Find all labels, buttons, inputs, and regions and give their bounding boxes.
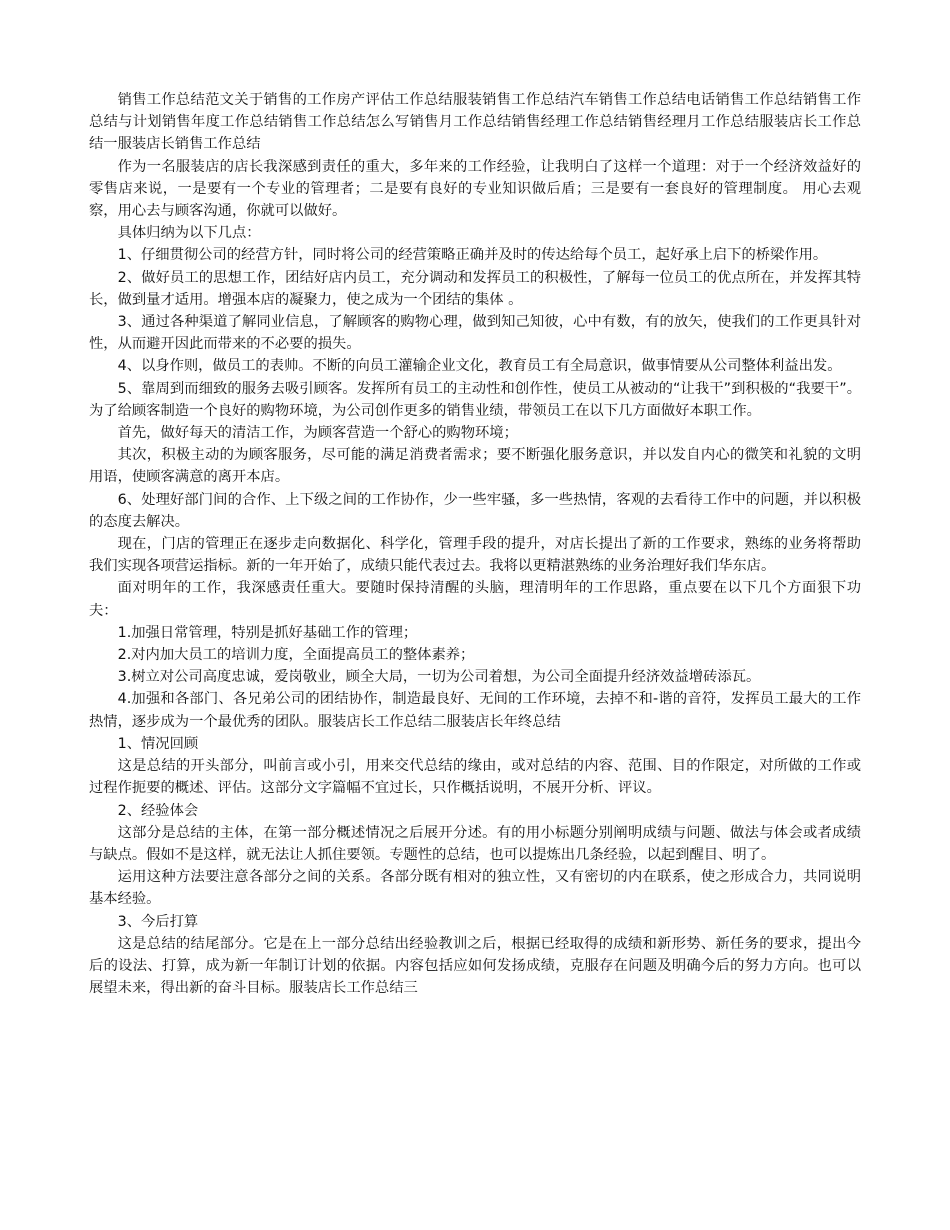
method-paragraph: 运用这种方法要注意各部分之间的关系。各部分既有相对的独立性，又有密切的内在联系，使之形成合力，共同说明基本经验。	[89, 869, 861, 908]
point-5: 5、靠周到而细致的服务去吸引顾客。发挥所有员工的主动性和创作性，使员工从被动的“让我干”到积极的“我要干”。为了给顾客制造一个良好的购物环境，为公司创作更多的销售业绩，带领员工在以下几方面做好本职工作。	[89, 380, 861, 419]
next-year-paragraph: 面对明年的工作，我深感责任重大。要随时保持清醒的头脑，理清明年的工作思路，重点要在以下几个方面狠下功夫：	[89, 580, 861, 619]
point-1: 1、仔细贯彻公司的经营方针，同时将公司的经营策略正确并及时的传达给每个员工，起好承上启下的桥梁作用。	[117, 247, 828, 264]
summary-lead: 具体归纳为以下几点：	[117, 225, 261, 242]
intro-paragraph: 作为一名服装店的店长我深感到责任的重大，多年来的工作经验，让我明白了这样一个道理：对于一个经济效益好的零售店来说，一是要有一个专业的管理者；二是要有良好的专业知识做后盾；三是要有一套良好的管理制度。 用心去观察，用心去与顾客沟通，你就可以做好。	[89, 158, 861, 220]
section-heading-plans: 3、今后打算	[117, 913, 199, 930]
experience-paragraph: 这部分是总结的主体，在第一部分概述情况之后展开分述。有的用小标题分别阐明成绩与问题、做法与体会或者成绩与缺点。假如不是这样，就无法让人抓住要领。专题性的总结，也可以提炼出几条经验，以起到醒目、明了。	[89, 824, 861, 863]
section-heading-experience: 2、经验体会	[117, 802, 199, 819]
point-6: 6、处理好部门间的合作、上下级之间的工作协作，少一些牢骚，多一些热情，客观的去看待工作中的问题，并以积极的态度去解决。	[89, 491, 861, 530]
point-3: 3、通过各种渠道了解同业信息，了解顾客的购物心理，做到知己知彼，心中有数，有的放矢，使我们的工作更具针对性，从而避开因此而带来的不必要的损失。	[89, 314, 861, 353]
point-5-first: 首先，做好每天的清洁工作，为顾客营造一个舒心的购物环境；	[117, 425, 518, 442]
plan-item-4: 4.加强和各部门、各兄弟公司的团结协作，制造最良好、无间的工作环境，去掉不和-谐的音符，发挥员工最大的工作热情，逐步成为一个最优秀的团队。服装店长工作总结二服装店长年终总结	[89, 691, 861, 730]
plans-paragraph: 这是总结的结尾部分。它是在上一部分总结出经验教训之后，根据已经取得的成绩和新形势、新任务的要求，提出今后的设法、打算，成为新一年制订计划的依据。内容包括应如何发扬成绩，克服存在问题及明确今后的努力方向。也可以展望未来，得出新的奋斗目标。服装店长工作总结三	[89, 935, 861, 997]
point-5-second: 其次，积极主动的为顾客服务，尽可能的满足消费者需求；要不断强化服务意识，并以发自内心的微笑和礼貌的文明用语，使顾客满意的离开本店。	[89, 447, 861, 486]
plan-item-1: 1.加强日常管理，特别是抓好基础工作的管理；	[117, 624, 418, 641]
review-paragraph: 这是总结的开头部分，叫前言或小引，用来交代总结的缘由，或对总结的内容、范围、目的作限定，对所做的工作或过程作扼要的概述、评估。这部分文字篇幅不宜过长，只作概括说明，不展开分析、评议。	[89, 758, 861, 797]
plan-item-2: 2.对内加大员工的培训力度，全面提高员工的整体素养；	[117, 647, 475, 664]
document-page	[89, 89, 861, 999]
point-2: 2、做好员工的思想工作，团结好店内员工，充分调动和发挥员工的积极性，了解每一位员工的优点所在，并发挥其特长，做到量才适用。增强本店的凝聚力，使之成为一个团结的集体 。	[89, 269, 861, 308]
title-paragraph: 销售工作总结范文关于销售的工作房产评估工作总结服装销售工作总结汽车销售工作总结电话销售工作总结销售工作总结与计划销售年度工作总结销售工作总结怎么写销售月工作总结销售经理工作总结销售经理月工作总结服装店长工作总结一服装店长销售工作总结	[89, 92, 861, 153]
section-heading-review: 1、情况回顾	[117, 735, 199, 752]
plan-item-3: 3.树立对公司高度忠诚，爱岗敬业，顾全大局，一切为公司着想，为公司全面提升经济效益增砖添瓦。	[117, 669, 761, 686]
management-paragraph: 现在，门店的管理正在逐步走向数据化、科学化，管理手段的提升，对店长提出了新的工作要求，熟练的业务将帮助我们实现各项营运指标。新的一年开始了，成绩只能代表过去。我将以更精湛熟练的业务治理好我们华东店。	[89, 536, 861, 575]
point-4: 4、以身作则，做员工的表帅。不断的向员工灌输企业文化，教育员工有全局意识，做事情要从公司整体利益出发。	[117, 358, 842, 375]
